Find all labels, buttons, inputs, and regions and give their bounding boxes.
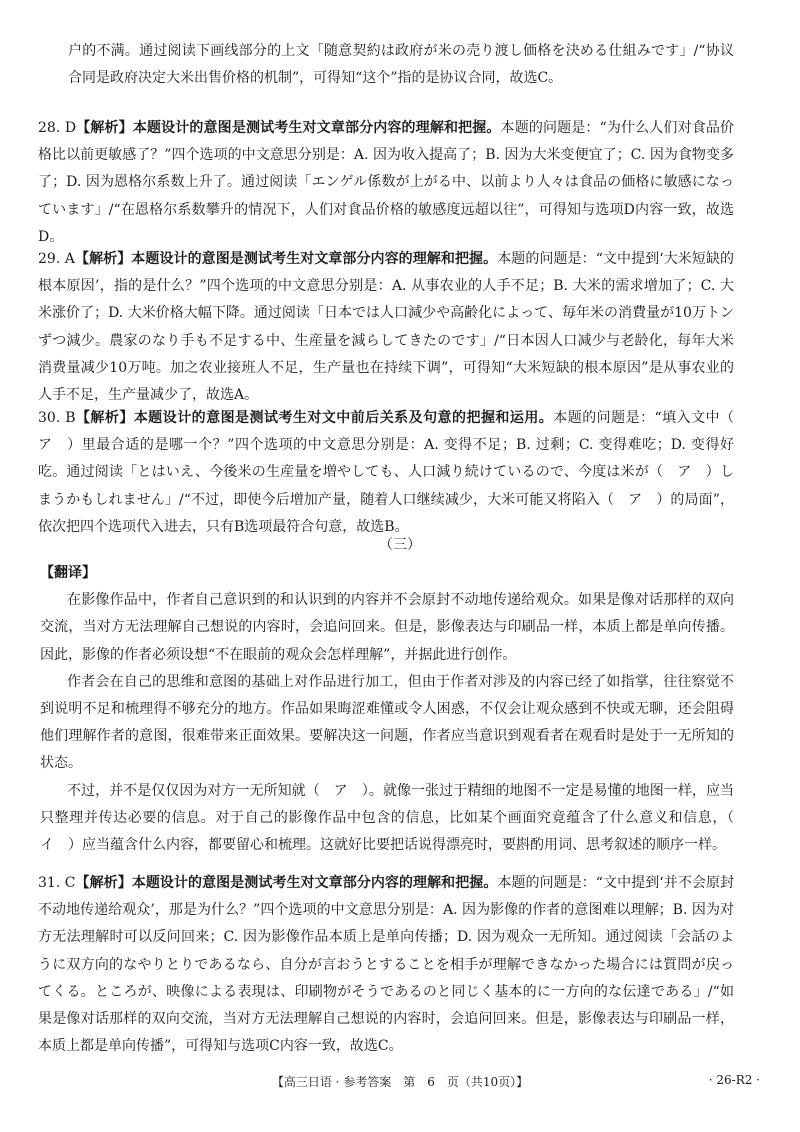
question-31 [38,870,734,1060]
answer-letter: D [64,120,77,136]
analysis-tag: 【解析】 [75,875,132,891]
analysis-intent: 本题设计的意图是测试考生对文章部分内容的理解和把握。 [131,875,498,891]
translation-section [40,560,748,859]
translation-paragraph: 在影像作品中，作者自己意识到的和认识到的内容并不会原封不动地传递给观众。如果是像对话那样的双向交流，当对方无法理解自己想说的内容时，会追问回来。但是，影像表达与印刷品一样，本质上都是单向传播。因此，影像的作者必须设想“不在眼前的观众会怎样理解”，并据此进行创作。 [40,592,734,663]
page-footer-label: 【高三日语 · 参考答案 第 6 页（共10页）】 [271,1075,529,1089]
analysis-intent: 本题设计的意图是测试考生对文章部分内容的理解和把握。 [132,120,501,136]
question-28-text [38,115,734,251]
section-heading: （三） [379,537,421,553]
question-31-text [38,870,734,1060]
question-29 [38,246,734,409]
question-number: 29. [38,251,61,267]
continued-explanation [68,38,734,92]
continued-text: 户的不满。通过阅读下画线部分的上文「随意契約は政府が米の売り渡し価格を決める仕組みです」/“协议合同是政府决定大米出售价格的机制”，可得知“这个”指的是协议合同，故选C。 [68,43,734,87]
answer-letter: B [65,410,76,426]
translation-label: 【翻译】 [40,565,96,581]
analysis-tag: 【解析】 [74,251,132,267]
analysis-tag: 【解析】 [75,410,134,426]
analysis-body: 本题的问题是：“填入文中（ ア ）里最合适的是哪一个？”四个选项的中文意思分别是：A. 变得不足；B. 过剩；C. 变得难吃；D. 变得好吃。通过阅读「とはいえ、今後米の生産量を増やしても、人口減り続けているので、今度は米が（ ア ）しまうかもしれません」/“不过，即使今后增加产量，随着人口继续减少，大米可能又将陷入（ ア ）的局面”，依次把四个选项代入进去，只有B选项最符合句意，故选B。 [38,410,749,535]
analysis-tag: 【解析】 [76,120,133,136]
translation-paragraph: 不过，并不是仅仅因为对方一无所知就（ ア ）。就像一张过于精细的地图不一定是易懂的地图一样，应当只整理并传达必要的信息。对于自己的影像作品中包含的信息，比如某个画面究竟蕴含了什么意义和信息，（ イ ）应当蕴含什么内容，都要留心和梳理。这就好比要把话说得漂亮时，要斟酌用词、思考叙述的顺序一样。 [40,782,748,854]
answer-letter: A [64,251,75,267]
question-number: 30. [38,410,61,426]
analysis-body: 本题的问题是：“文中提到‘大米短缺的根本原因’，指的是什么？”四个选项的中文意思分别是：A. 从事农业的人手不足；B. 大米的需求增加了；C. 大米涨价了；D. 大米价格大幅下降。通过阅读「日本では人口減少や高齢化によって、毎年米の消費量が10万トンずつ減少。農家のなり手も不足する中、生産量を減らしてきたのです」/“日本因人口减少与老龄化，每年大米消费量减少10万吨。加之农业接班人不足，生产量也在持续下调”，可得知“大米短缺的根本原因”是从事农业的人手不足，生产量减少了，故选A。 [38,251,735,404]
page-footer-code: · 26-R2 · [708,1073,760,1087]
question-28 [38,115,734,251]
question-29-text [38,246,734,409]
question-number: 28. [38,120,61,136]
analysis-body: 本题的问题是：“文中提到‘并不会原封不动地传递给观众’，那是为什么？”四个选项的中文意思分别是：A. 因为影像的作者的意图难以理解；B. 因为对方无法理解时可以反问回来；C. 因为影像作品本质上是单向传播；D. 因为观众一无所知。通过阅读「会話のように双方向的なやりとりであるなら、自分が言おうとすることを相手が理解できなかった場合には質問が戻ってくる。ところが、映像による表現は、印刷物がそうであるのと同じく基本的に一方向的な伝達である」/“如果是像对话那样的双向交流，当对方无法理解自己想说的内容时，会追问回来。但是，影像表达与印刷品一样，本质上都是单向传播”，可得知与选项C内容一致，故选C。 [38,875,735,1055]
analysis-body: 本题的问题是：“为什么人们对食品价格比以前更敏感了？”四个选项的中文意思分别是：A. 因为收入提高了；B. 因为大米变便宜了；C. 因为食物变多了；D. 因为恩格尔系数上升了。通过阅读「エンゲル係数が上がる中、以前より人々は食品の価格に敏感になっています」/“在恩格尔系数攀升的情况下，人们对食品价格的敏感度远超以往”，可得知与选项D内容一致，故选D。 [38,120,734,245]
translation-paragraph: 作者会在自己的思维和意图的基础上对作品进行加工，但由于作者对涉及的内容已经了如指掌，往往察觉不到说明不足和梳理得不够充分的地方。作品如果晦涩难懂或令人困惑，不仅会让观众感到不快或无聊，还会阻碍他们理解作者的意图，很难带来正面效果。要解决这一问题，作者应当意识到观看者在观看时是处于一无所知的状态。 [40,673,734,772]
analysis-intent: 本题设计的意图是测试考生对文中前后关系及句意的把握和运用。 [133,410,554,426]
answer-letter: C [64,875,76,891]
question-number: 31. [38,875,61,891]
question-30 [38,405,749,541]
analysis-intent: 本题设计的意图是测试考生对文章部分内容的理解和把握。 [131,251,498,267]
question-30-text [38,405,749,541]
